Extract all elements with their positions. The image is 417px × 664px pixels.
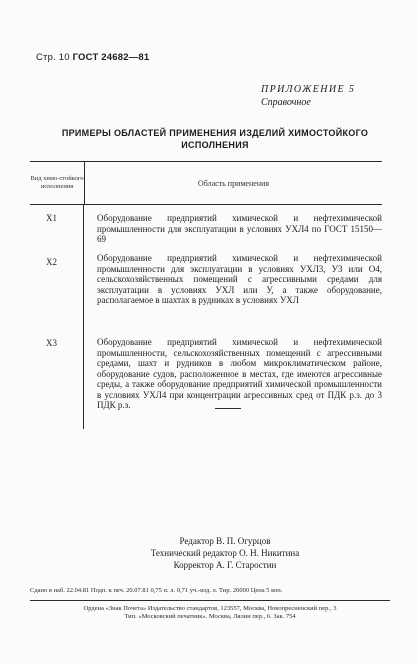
page-number: Стр. 10 (36, 52, 70, 63)
editor-name: Редактор В. П. Огурцов (179, 536, 271, 546)
footnote-rule (215, 408, 241, 409)
imprint (30, 587, 390, 622)
table-row (30, 253, 382, 334)
column-header-type: Вид химо-стойкого исполнения (30, 162, 85, 204)
table-header (30, 161, 382, 205)
tech-editor-name: Технический редактор О. Н. Никитина (150, 548, 300, 558)
application-table (30, 161, 382, 429)
appendix-label (261, 83, 381, 109)
standard-number: ГОСТ 24682—81 (72, 52, 150, 63)
row-code: Х1 (30, 205, 84, 253)
editors-block (110, 535, 340, 571)
page-header (36, 52, 149, 63)
appendix-title: ПРИЛОЖЕНИЕ 5 (261, 84, 356, 95)
table-row (30, 334, 382, 429)
page-title: ПРИМЕРЫ ОБЛАСТЕЙ ПРИМЕНЕНИЯ ИЗДЕЛИЙ ХИМОСТОЙКОГО ИСПОЛНЕНИЯ (61, 128, 369, 150)
appendix-subtitle: Справочное (261, 97, 311, 108)
row-code: Х2 (30, 253, 84, 334)
row-text: Оборудование предприятий химической и нефтехимической промышленности для эксплуатации в условиях УХЛ3, У3 или О4, сельскохозяйственных помещений с агрессивными средами для эксплуатации в условиях УХЛ или У, а также оборудование, располагаемое в шахтах в рудниках в условиях УХЛ (97, 253, 382, 305)
row-text: Оборудование предприятий химической и нефтехимической промышленности для эксплуатации в условиях УХЛ4 по ГОСТ 15150—69 (97, 213, 382, 244)
imprint-print-details: Сдано в наб. 22.04.81 Подп. к печ. 20.07.81 0,75 п. л. 0,71 уч.-изд. л. Тир. 20000 Цена 5 коп. (30, 587, 390, 601)
imprint-printer: Тип. «Московский печатник». Москва, Лялин пер., 6. Зак. 754 (124, 613, 296, 620)
table-row (30, 205, 382, 253)
row-text: Оборудование предприятий химической и нефтехимической промышленности, сельскохозяйственных помещений с агрессивными средами, шахт и рудников в любом микроклиматическом районе, оборудование судов, расположенное в местах, где имеются агрессивные среды, а также оборудование предприятий химической промышленности в условиях УХЛ4 при концентрации агрессивных сред от ПДК р.з. до 3 ПДК р.з. (97, 337, 382, 410)
row-code: Х3 (30, 334, 84, 429)
column-header-area: Область применения (197, 178, 270, 188)
proofreader-name: Корректор А. Г. Старостин (173, 560, 277, 570)
imprint-publisher: Ордена «Знак Почета» Издательство стандартов, 123557, Москва, Новопресненский пер., 3 (83, 604, 337, 612)
